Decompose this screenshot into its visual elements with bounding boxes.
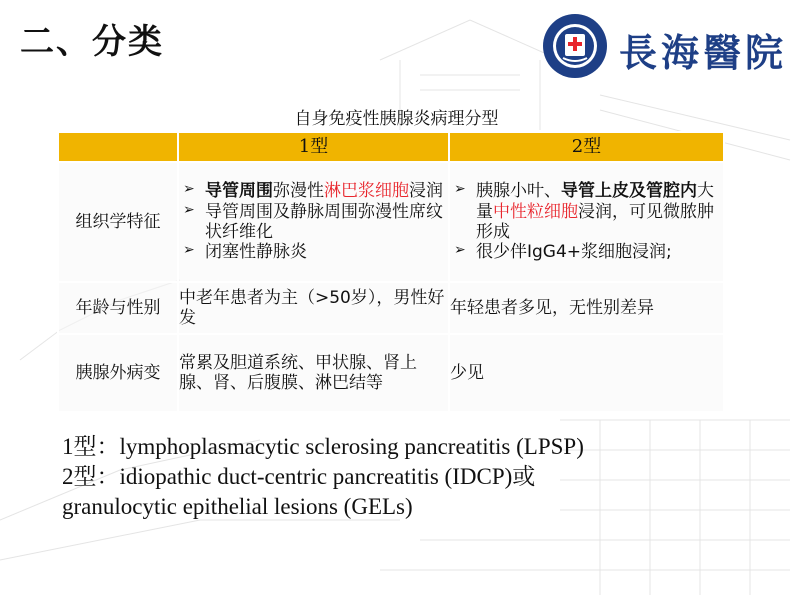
row-label-extrapancreatic: 胰腺外病变 [58, 334, 178, 412]
cell-histology-type1 [178, 162, 449, 282]
table-row-age-sex [58, 282, 724, 334]
table-caption: 自身免疫性胰腺炎病理分型 [294, 109, 499, 129]
cell-age-sex-type1: 中老年患者为主（>50岁），男性好发 [178, 282, 449, 334]
arrow-bullet-icon: ➢ [183, 181, 195, 198]
classification-table [57, 131, 725, 413]
bullet-item: ➢ 闭塞性静脉炎 [183, 242, 307, 263]
cell-extrapancreatic-type1: 常累及胆道系统、甲状腺、肾上腺、肾、后腹膜、淋巴结等 [178, 334, 449, 412]
hospital-seal-icon [541, 12, 609, 80]
cell-extrapancreatic-type2: 少见 [449, 334, 724, 412]
header-type1: 1型 [178, 132, 449, 162]
arrow-bullet-icon: ➢ [454, 242, 466, 259]
arrow-bullet-icon: ➢ [454, 181, 466, 198]
arrow-bullet-icon: ➢ [183, 201, 195, 218]
footer-line-type1: 1型：lymphoplasmacytic sclerosing pancreatitis (LPSP) [62, 434, 584, 459]
table-header-row [58, 132, 724, 162]
bullet-item: ➢ 导管周围及静脉周围弥漫性席纹状纤维化 [183, 201, 443, 242]
table-row-histology [58, 162, 724, 282]
bullet-item: ➢ 导管周围弥漫性淋巴浆细胞浸润 [183, 181, 443, 202]
slide-title: 二、分类 [20, 22, 164, 62]
row-label-age-sex: 年龄与性别 [58, 282, 178, 334]
header-type2: 2型 [449, 132, 724, 162]
bullet-item: ➢ 胰腺小叶、导管上皮及管腔内大量中性粒细胞浸润，可见微脓肿形成 [454, 181, 714, 242]
table-row-extrapancreatic [58, 334, 724, 412]
footer-line-type2: 2型：idiopathic duct-centric pancreatitis (IDCP)或 [62, 464, 536, 489]
header-blank [58, 132, 178, 162]
arrow-bullet-icon: ➢ [183, 242, 195, 259]
hospital-name: 長海醫院 [619, 30, 788, 75]
footer-line-type2-cont: granulocytic epithelial lesions (GELs) [62, 494, 413, 519]
cell-age-sex-type2: 年轻患者多见，无性别差异 [449, 282, 724, 334]
hospital-logo [541, 12, 788, 82]
cell-histology-type2 [449, 162, 724, 282]
row-label-histology: 组织学特征 [58, 162, 178, 282]
bullet-item: ➢ 很少伴IgG4+浆细胞浸润; [454, 242, 672, 263]
footer-notes [62, 432, 584, 522]
